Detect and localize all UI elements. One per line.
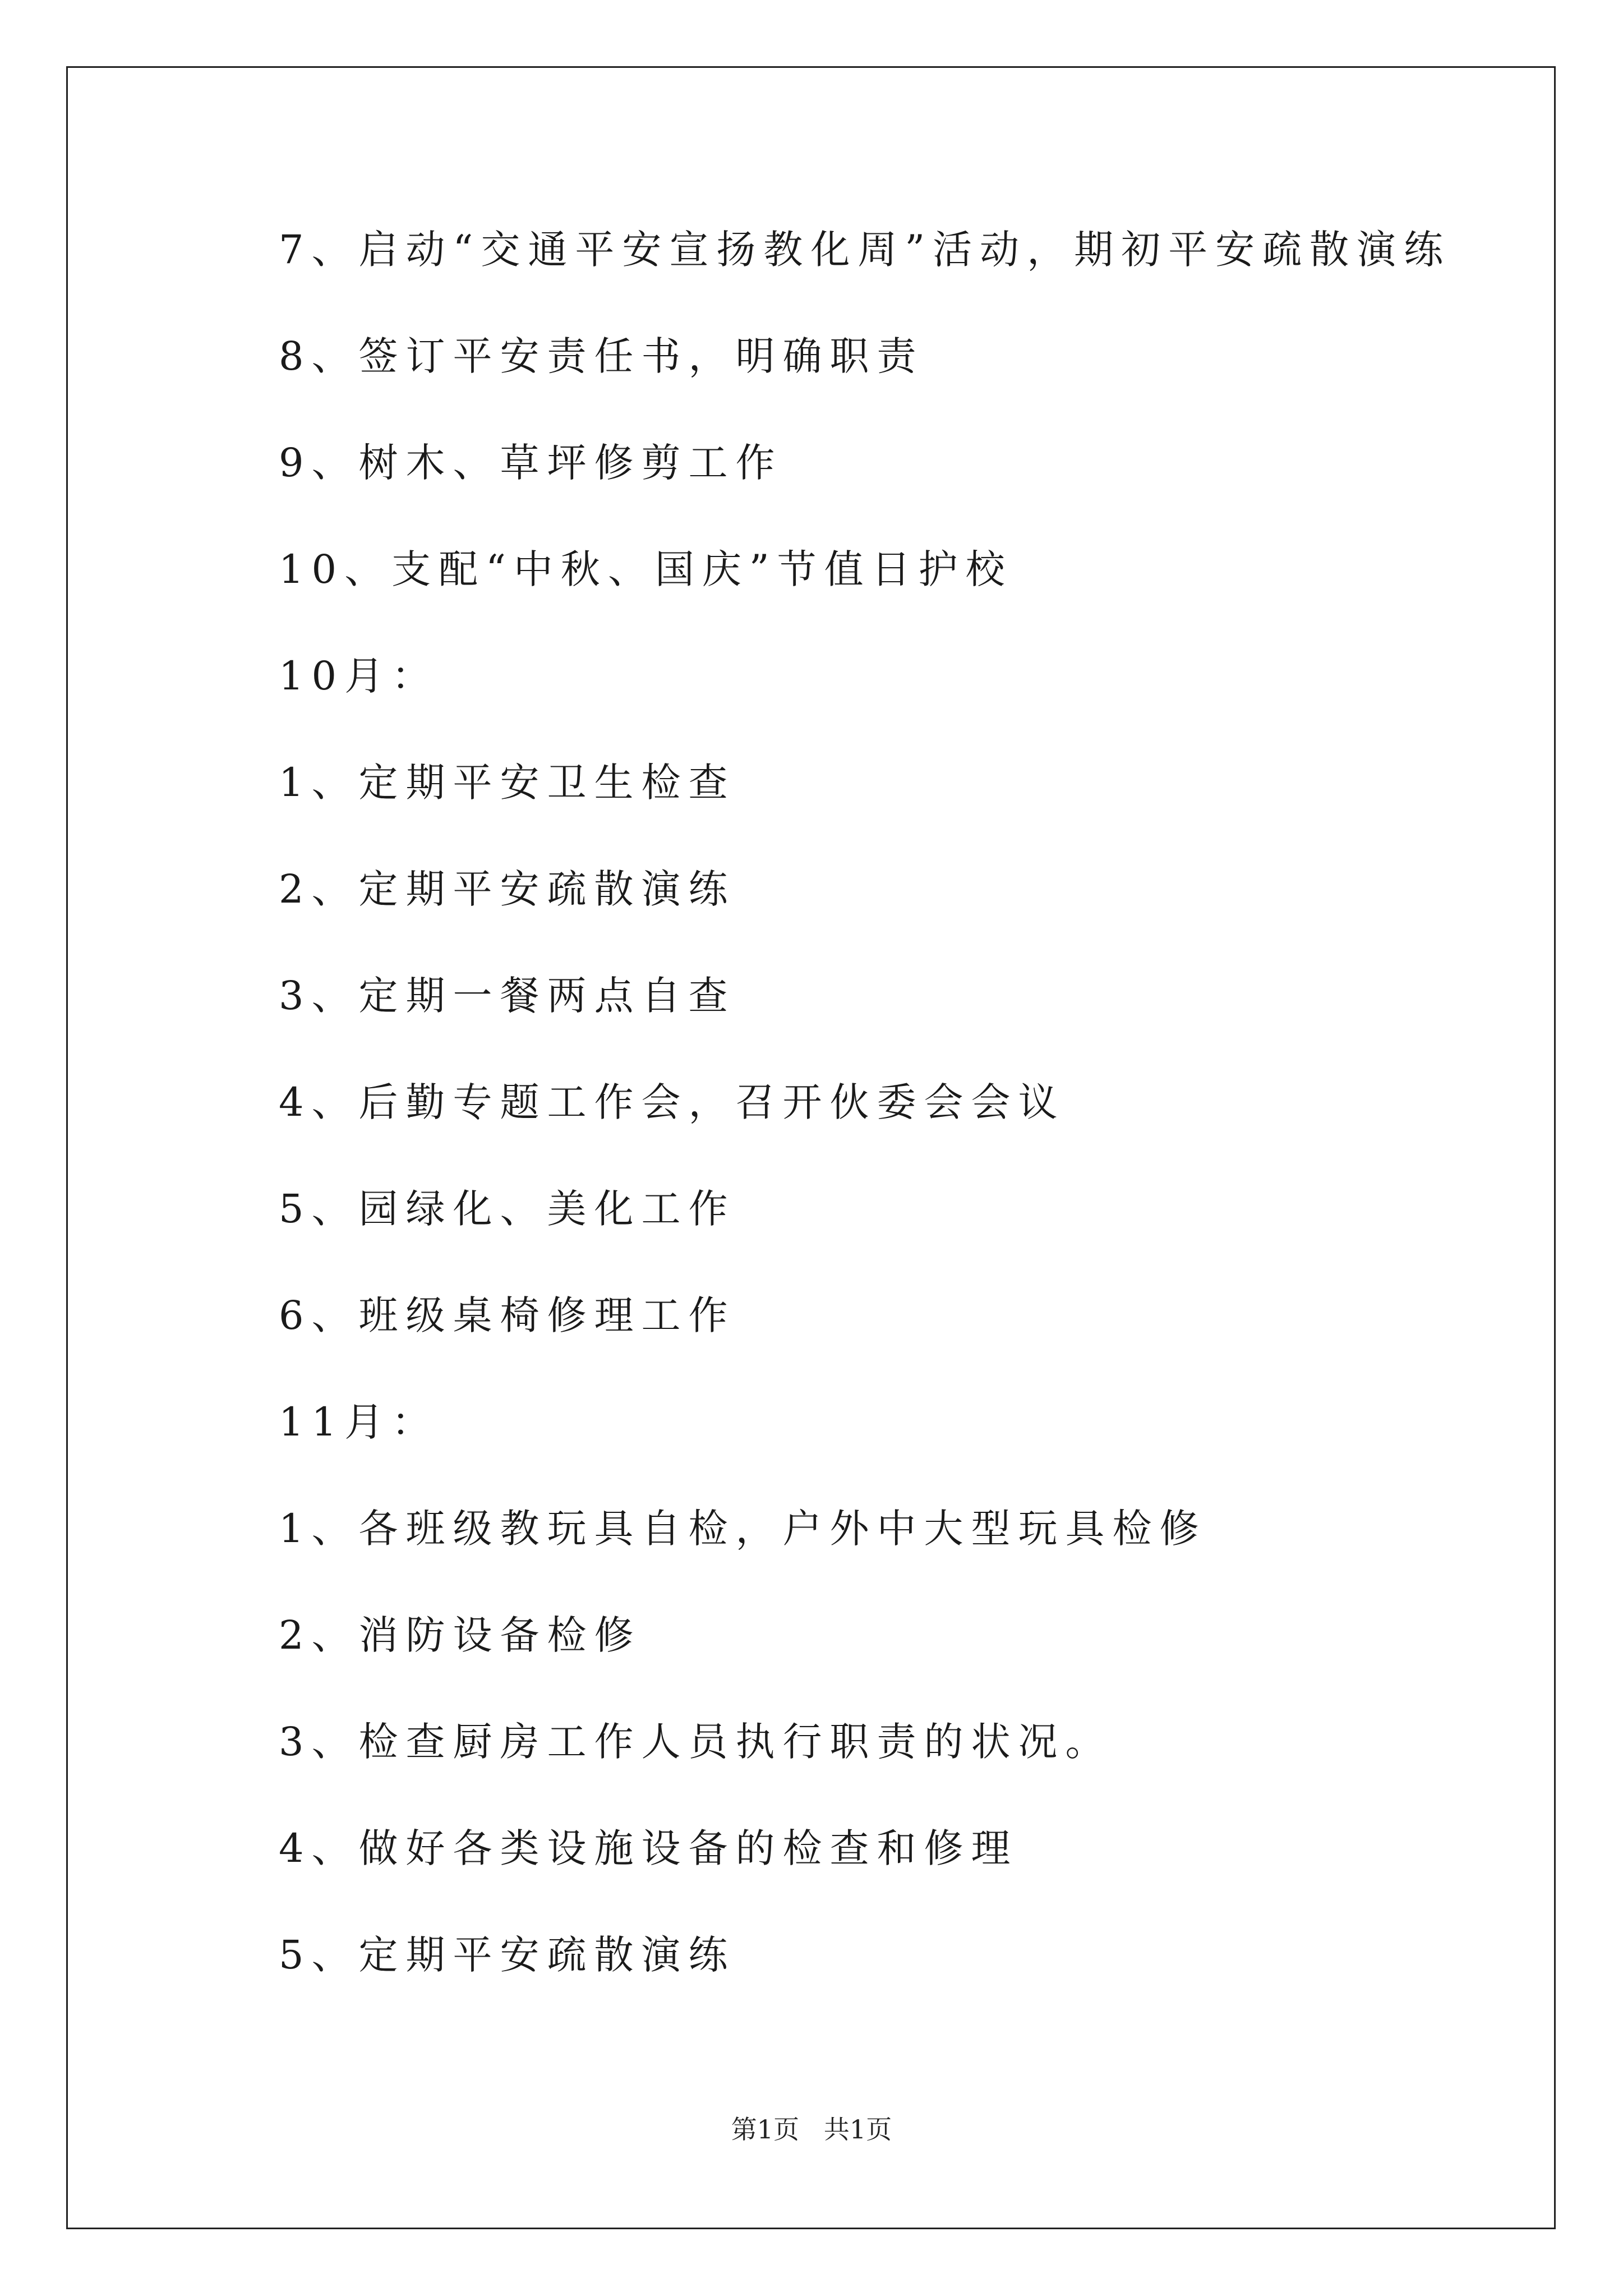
document-body — [279, 219, 1501, 2031]
list-item: 6、班级桌椅修理工作 — [279, 1292, 736, 1338]
list-item: 9、树木、草坪修剪工作 — [279, 440, 783, 486]
list-item: 2、定期平安疏散演练 — [279, 866, 736, 912]
page-footer: 第1页 共1页 — [731, 2114, 892, 2145]
list-item: 4、后勤专题工作会，召开伙委会会议 — [279, 1079, 1066, 1125]
list-item: 2、消防设备检修 — [279, 1612, 642, 1658]
list-item: 1、定期平安卫生检查 — [279, 760, 736, 806]
section-heading: 10月： — [279, 653, 439, 699]
list-item: 8、签订平安责任书，明确职责 — [279, 333, 924, 379]
list-item: 5、园绿化、美化工作 — [279, 1186, 736, 1232]
list-item: 5、定期平安疏散演练 — [279, 1932, 736, 1978]
list-item: 1、各班级教玩具自检，户外中大型玩具检修 — [279, 1506, 1207, 1552]
list-item: 3、检查厨房工作人员执行职责的状况。 — [279, 1719, 1113, 1765]
list-item: 3、定期一餐两点自查 — [279, 973, 736, 1019]
list-item: 10、支配“中秋、国庆”节值日护校 — [279, 546, 1013, 592]
list-item: 7、启动“交通平安宣扬教化周”活动，期初平安疏散演练 — [279, 227, 1451, 273]
list-item: 4、做好各类设施设备的检查和修理 — [279, 1825, 1018, 1871]
section-heading: 11月： — [279, 1399, 439, 1445]
